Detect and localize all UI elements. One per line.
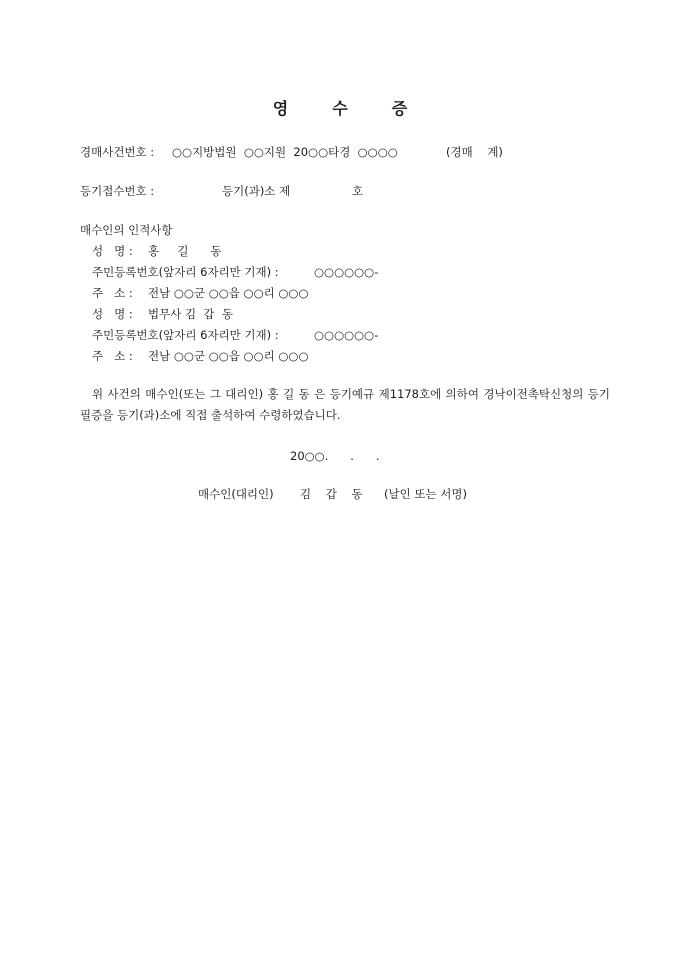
person1-name-label: 성 명 : bbox=[92, 244, 133, 258]
date-line: 20○○. . . bbox=[290, 449, 380, 463]
registration-label: 등기접수번호 : bbox=[80, 184, 155, 198]
person2-id-label: 주민등록번호(앞자리 6자리만 기재) : bbox=[92, 328, 279, 342]
title-char-1: 영 bbox=[272, 99, 289, 118]
title-char-3: 증 bbox=[391, 99, 408, 118]
case-division: (경매 계) bbox=[446, 145, 503, 159]
registration-suffix: 호 bbox=[352, 184, 364, 198]
case-number-value: ○○지방법원 ○○지원 20○○타경 ○○○○ bbox=[172, 145, 398, 159]
person2-id-value: ○○○○○○- bbox=[314, 328, 379, 342]
person2-address-value: 전남 ○○군 ○○읍 ○○리 ○○○ bbox=[148, 349, 309, 363]
person2-name-value: 법무사 김 갑 동 bbox=[148, 307, 233, 321]
person2-name-label: 성 명 : bbox=[92, 307, 133, 321]
body-paragraph: 위 사건의 매수인(또는 그 대리인) 홍 길 동 은 등기예규 제1178호에 의하여 경낙이전촉탁신청의 등기필증을 등기(과)소에 직접 출석하여 수령하였습니다. bbox=[80, 387, 610, 422]
person1-address-value: 전남 ○○군 ○○읍 ○○리 ○○○ bbox=[148, 286, 309, 300]
buyer-info-heading: 매수인의 인적사항 bbox=[80, 223, 173, 237]
person1-name-value: 홍 길 동 bbox=[148, 244, 222, 258]
person1-address-label: 주 소 : bbox=[92, 286, 133, 300]
title-char-2: 수 bbox=[332, 99, 348, 118]
signature-label: 매수인(대리인) bbox=[198, 487, 274, 501]
person2-address-label: 주 소 : bbox=[92, 349, 133, 363]
person1-id-label: 주민등록번호(앞자리 6자리만 기재) : bbox=[92, 265, 279, 279]
document-title bbox=[0, 96, 680, 119]
signature-name: 김 갑 동 bbox=[300, 487, 363, 501]
registration-office: 등기(과)소 제 bbox=[222, 184, 291, 198]
person1-id-value: ○○○○○○- bbox=[314, 265, 379, 279]
signature-note: (날인 또는 서명) bbox=[384, 487, 467, 501]
case-number-label: 경매사건번호 : bbox=[80, 145, 155, 159]
